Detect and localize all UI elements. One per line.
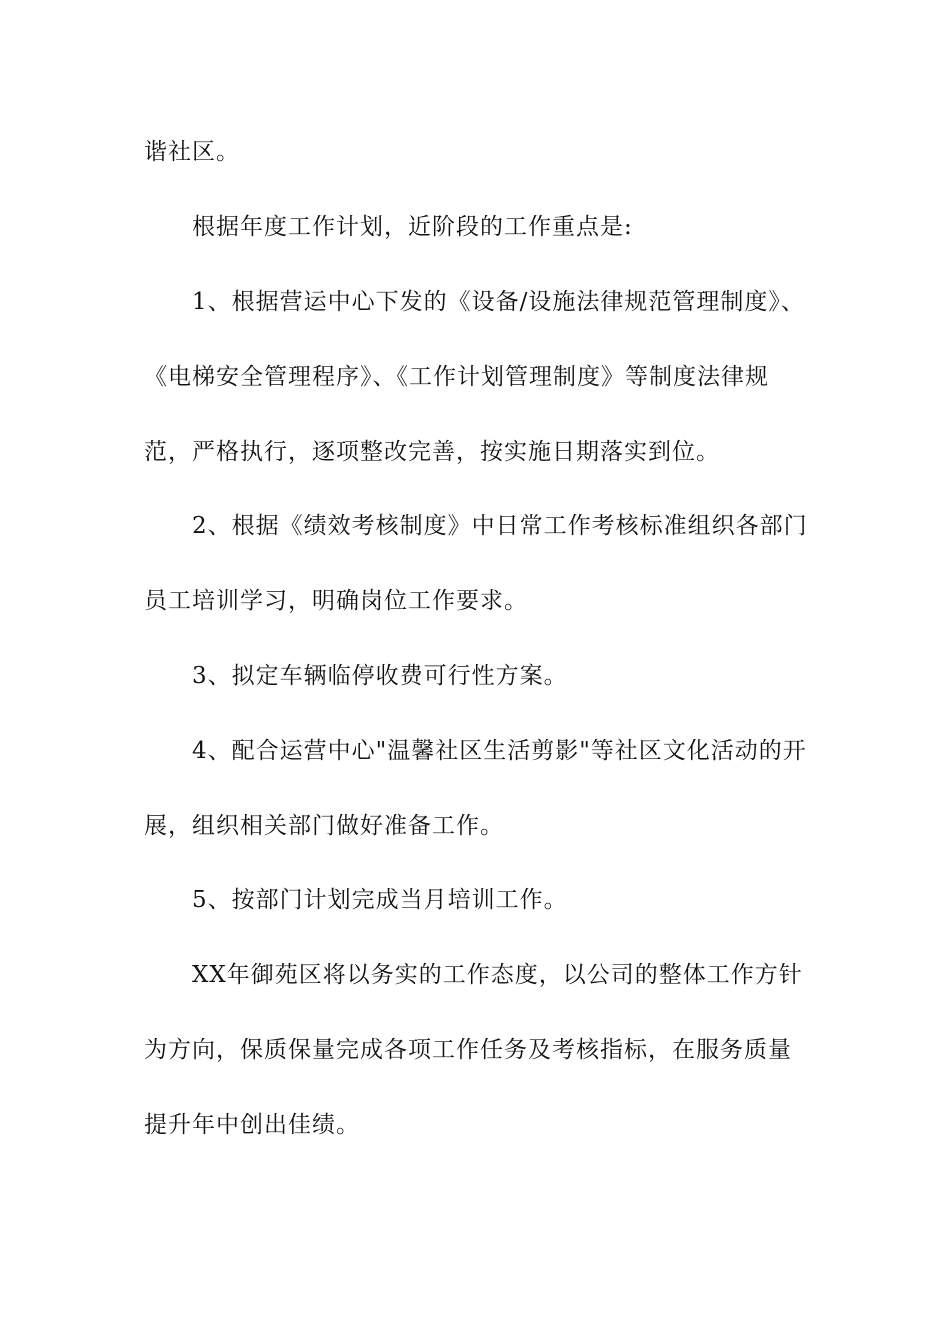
text-line: 展，组织相关部门做好准备工作。 [144,813,504,839]
text-line: 4、配合运营中心"温馨社区生活剪影"等社区文化活动的开 [192,738,807,764]
text-line: 谐社区。 [144,139,240,165]
text-line: 员工培训学习，明确岗位工作要求。 [144,588,528,614]
text-line: 3、拟定车辆临停收费可行性方案。 [192,663,568,689]
text-line: 2、根据《绩效考核制度》中日常工作考核标准组织各部门 [192,513,808,539]
text-line: XX年御苑区将以务实的工作态度，以公司的整体工作方针 [192,962,803,988]
text-line: 根据年度工作计划，近阶段的工作重点是: [192,214,633,240]
text-line: 5、按部门计划完成当月培训工作。 [192,887,568,913]
text-line: 提升年中创出佳绩。 [144,1112,360,1138]
text-line: 《电梯安全管理程序》、《工作计划管理制度》等制度法律规 [144,364,769,390]
text-line: 为方向，保质保量完成各项工作任务及考核指标，在服务质量 [144,1037,792,1063]
text-line: 1、根据营运中心下发的《设备/设施法律规范管理制度》、 [192,289,805,315]
text-line: 范，严格执行，逐项整改完善，按实施日期落实到位。 [144,439,720,465]
